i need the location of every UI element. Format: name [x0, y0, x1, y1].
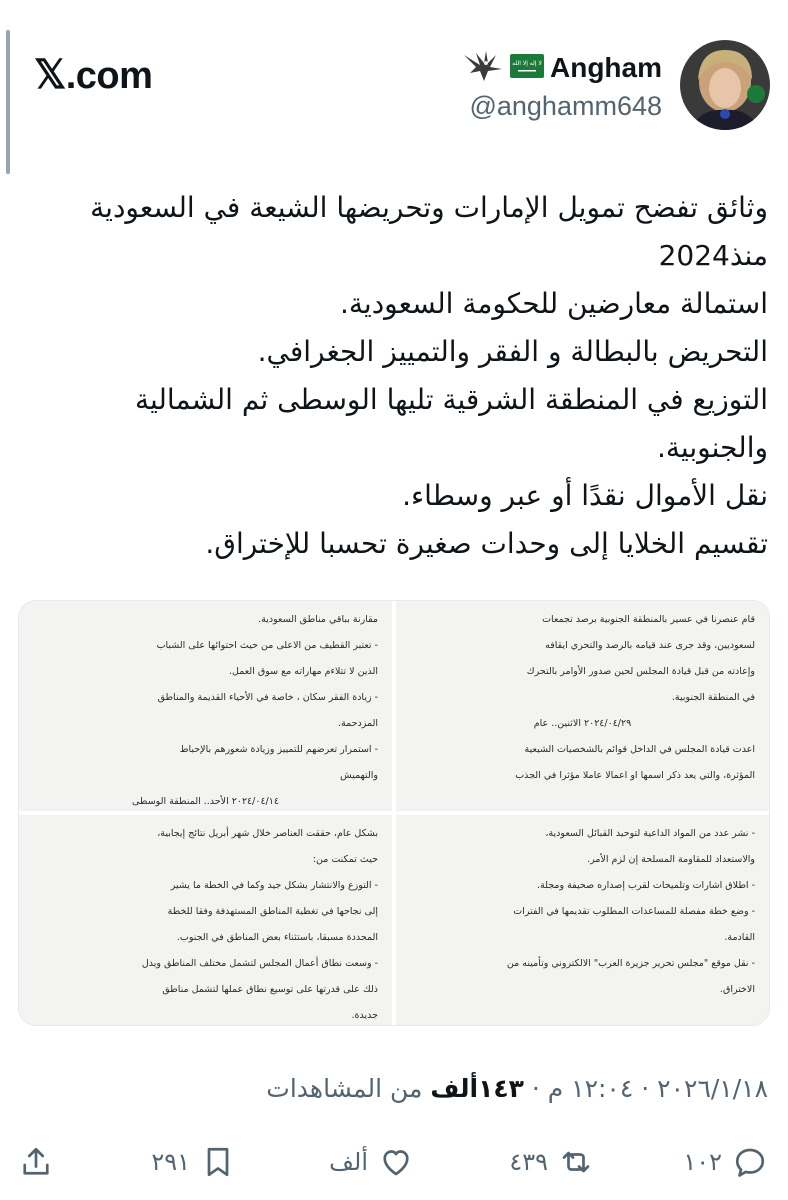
doc-line: - وضع خطة مفصلة للمساعدات المطلوب تقديمها في الفترات [410, 899, 755, 925]
tweet-time[interactable]: ١٢:٠٤ م [547, 1074, 634, 1103]
like-button[interactable] [329, 1144, 414, 1180]
tweet-line: التحريض بالبطالة و الفقر والتمييز الجغرافي. [257, 335, 768, 368]
doc-line: والاستعداد للمقاومة المسلحة إن لزم الأمر. [587, 854, 755, 865]
author-row [462, 49, 662, 87]
repost-count: ٤٣٩ [509, 1148, 548, 1176]
action-bar [0, 1140, 788, 1190]
meta-separator: · [531, 1074, 540, 1103]
bookmark-count: ٢٩١ [151, 1148, 190, 1176]
doc-line: - وسعت نطاق أعمال المجلس لتشمل مختلف المناطق ويدل [33, 951, 378, 977]
reply-button[interactable] [683, 1144, 768, 1180]
doc-line: اعدت قيادة المجلس في الداخل قوائم بالشخصيات الشيعية [524, 744, 755, 755]
doc-line: ٢٠٢٤/٠٤/٢٩ الاثنين.. عام [533, 718, 632, 729]
doc-line: - تعتبر القطيف من الاعلى من حيث احتوائها على الشباب [33, 633, 378, 659]
repost-button[interactable] [509, 1144, 594, 1180]
author-block [462, 49, 662, 122]
document-image-bottom-left[interactable] [19, 815, 392, 1025]
doc-line: - زيادة الفقر سكان ، خاصة في الأحياء القديمة والمناطق [33, 685, 378, 711]
flag-inscription: لا إله إلا الله [512, 59, 542, 67]
doc-line: القادمة. [724, 932, 755, 943]
document-image-top-right[interactable] [396, 601, 769, 811]
eagle-icon [462, 49, 504, 87]
tweet-header [462, 40, 770, 130]
doc-line: لسعوديين، وقد جرى عند قيامه بالرصد والتحري ايقافه [545, 640, 755, 651]
share-icon [18, 1144, 54, 1180]
bookmark-icon [200, 1144, 236, 1180]
doc-line: - التوزع والانتشار بشكل جيد وكما في الخطة ما يشير [33, 873, 378, 899]
doc-line: الذين لا تتلاءم مهاراته مع سوق العمل. [229, 666, 378, 677]
avatar[interactable] [680, 40, 770, 130]
reply-icon [732, 1144, 768, 1180]
author-name[interactable]: Angham [550, 51, 662, 83]
doc-line: جديدة. [351, 1010, 378, 1021]
doc-line: الاختراق. [719, 984, 755, 995]
doc-line: إلى نجاحها في تغطية المناطق المستهدفة وفقا للخطة [167, 906, 378, 917]
doc-line: ٢٠٢٤/٠٤/١٤ الأحد.. المنطقة الوسطى [132, 796, 279, 807]
views-count[interactable]: ١٤٣ألف [430, 1074, 524, 1103]
tweet-line: التوزيع في المنطقة الشرقية تليها الوسطى ثم الشمالية والجنوبية. [134, 383, 768, 464]
document-image-bottom-right[interactable] [396, 815, 769, 1025]
tweet-date[interactable]: ٢٠٢٦/١/١٨ [657, 1074, 768, 1103]
brand-domain: .com [65, 55, 153, 97]
share-button[interactable] [18, 1144, 54, 1180]
reply-count: ١٠٢ [683, 1148, 722, 1176]
saudi-flag-icon [510, 54, 544, 82]
media-grid [18, 600, 770, 1026]
like-count: ألف [329, 1148, 368, 1176]
doc-line: مقارنة بباقي مناطق السعودية. [258, 614, 378, 625]
doc-line: - نشر عدد من المواد الداعية لتوحيد القبائل السعودية، [410, 821, 755, 847]
document-image-top-left[interactable] [19, 601, 392, 811]
doc-line: - اطلاق اشارات وتلميحات لقرب إصداره صحيفة ومجلة. [410, 873, 755, 899]
author-handle[interactable]: @anghamm648 [469, 90, 662, 121]
repost-icon [558, 1144, 594, 1180]
doc-line: قام عنصرنا في عسير بالمنطقة الجنوبية برصد تجمعات [542, 614, 755, 625]
meta-separator: · [641, 1074, 650, 1103]
heart-icon [378, 1144, 414, 1180]
bookmark-button[interactable] [151, 1144, 236, 1180]
views-label: من المشاهدات [266, 1074, 423, 1103]
doc-line: حيث تمكنت من: [312, 854, 378, 865]
doc-line: ذلك على قدرتها على توسيع نطاق عملها لتشمل مناطق [162, 984, 378, 995]
tweet-meta [266, 1074, 768, 1103]
doc-line: وإعادته من قبل قيادة المجلس لحين صدور الأوامر بالتحرك [526, 666, 755, 677]
tweet-line: تقسيم الخلايا إلى وحدات صغيرة تحسبا للإختراق. [205, 527, 768, 560]
doc-line: المحددة مسبقا، باستثناء بعض المناطق في الجنوب. [176, 932, 378, 943]
doc-line: والتهميش [340, 770, 378, 781]
scroll-indicator[interactable] [6, 30, 10, 174]
doc-line: المؤثرة، والتي يعد ذكر اسمها او اعمالا عاملا مؤثرا في الجذب [515, 770, 755, 781]
doc-line: بشكل عام، حققت العناصر خلال شهر أبريل نتائج إيجابية، [157, 828, 378, 839]
x-logo-icon: 𝕏 [34, 53, 66, 97]
tweet-text [18, 184, 768, 568]
tweet-line: وثائق تفضح تمويل الإمارات وتحريضها الشيعة في السعودية منذ2024 [90, 191, 768, 272]
doc-line: - استمرار تعرضهم للتمييز وزيادة شعورهم بالإحباط [33, 737, 378, 763]
site-brand [34, 52, 152, 98]
tweet-line: نقل الأموال نقدًا أو عبر وسطاء. [402, 479, 768, 512]
doc-line: - نقل موقع "مجلس تحرير جزيرة العرب" الالكتروني وتأمينه من [410, 951, 755, 977]
tweet-line: استمالة معارضين للحكومة السعودية. [340, 287, 768, 320]
doc-line: المزدحمة. [338, 718, 378, 729]
doc-line: في المنطقة الجنوبية. [671, 692, 755, 703]
